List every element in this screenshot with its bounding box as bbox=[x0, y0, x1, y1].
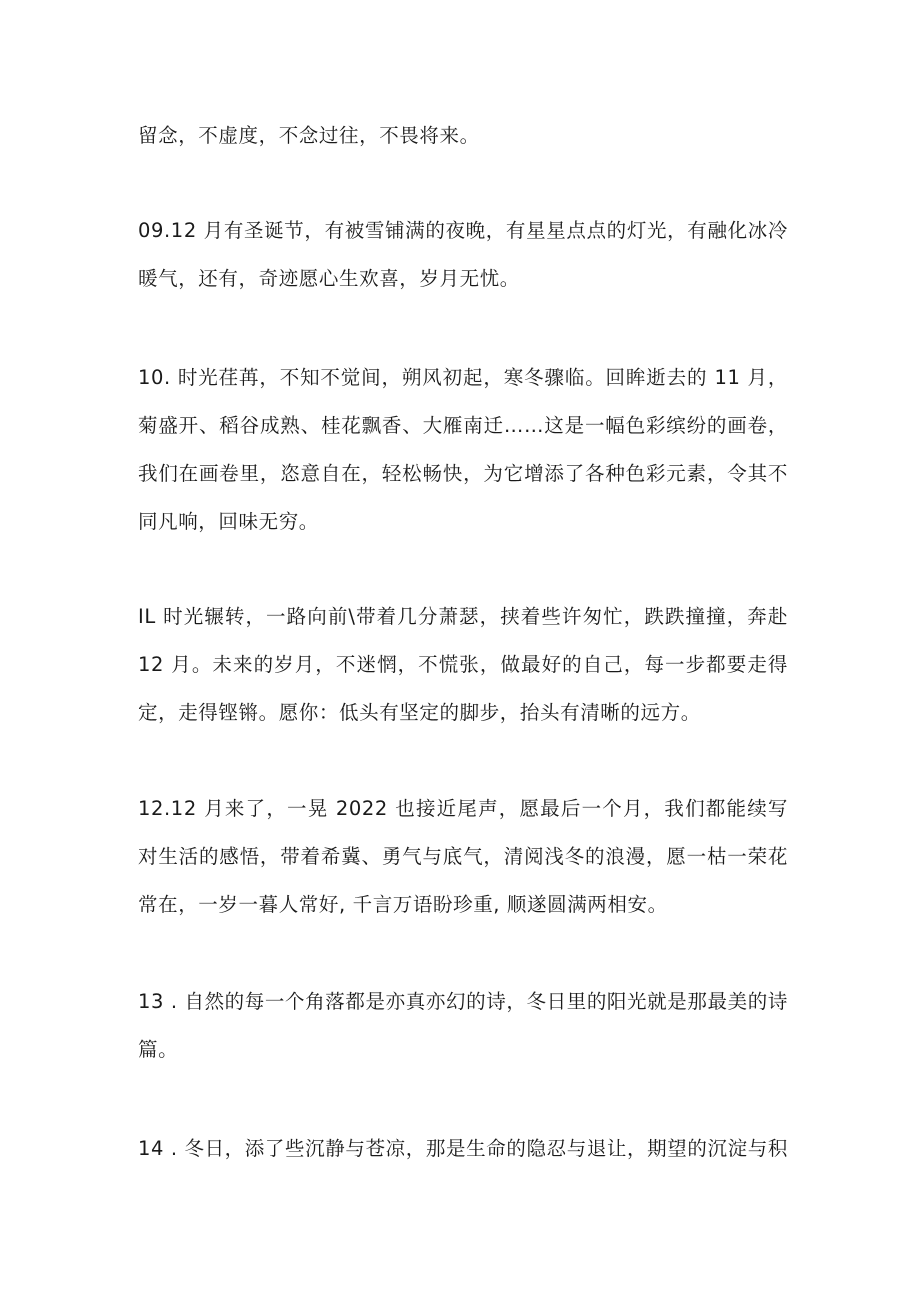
text-line: 14 . 冬日，添了些沉静与苍凉，那是生命的隐忍与退让，期望的沉淀与积 bbox=[138, 1137, 788, 1160]
text-line: 同凡响，回味无穷。 bbox=[138, 510, 319, 533]
paragraph-09 bbox=[138, 207, 788, 303]
text-line: 09.12 月有圣诞节，有被雪铺满的夜晚，有星星点点的灯光，有融化冰冷 bbox=[138, 219, 788, 242]
text-line: 定，走得铿锵。愿你：低头有坚定的脚步，抬头有清晰的远方。 bbox=[138, 701, 701, 724]
text-line: 10. 时光荏苒，不知不觉间，朔风初起，寒冬骤临。回眸逝去的 11 月， bbox=[138, 366, 788, 389]
text-line: IL 时光辗转，一路向前\带着几分萧瑟，挟着些许匆忙，跌跌撞撞，奔赴 bbox=[138, 605, 788, 628]
paragraph-13 bbox=[138, 978, 788, 1074]
text-line: 我们在画卷里，恣意自在，轻松畅快，为它增添了各种色彩元素，令其不 bbox=[138, 462, 788, 485]
paragraph-10 bbox=[138, 354, 788, 546]
text-line: 篇。 bbox=[138, 1038, 179, 1061]
text-line: 对生活的感悟，带着希冀、勇气与底气，清阅浅冬的浪漫，愿一枯一荣花 bbox=[138, 845, 788, 868]
text-line: 菊盛开、稻谷成熟、桂花飘香、大雁南迁……这是一幅色彩缤纷的画卷， bbox=[138, 414, 788, 437]
text-line: 留念，不虚度，不念过往，不畏将来。 bbox=[138, 124, 480, 147]
paragraph-11 bbox=[138, 593, 788, 737]
text-line: 常在，一岁一暮人常好, 千言万语盼珍重, 顺遂圆满两相安。 bbox=[138, 893, 668, 916]
paragraph-08-tail bbox=[138, 112, 788, 160]
text-line: 12 月。未来的岁月，不迷惘，不慌张，做最好的自己，每一步都要走得 bbox=[138, 653, 788, 676]
text-line: 13 . 自然的每一个角落都是亦真亦幻的诗，冬日里的阳光就是那最美的诗 bbox=[138, 990, 788, 1013]
text-line: 暖气，还有，奇迹愿心生欢喜，岁月无忧。 bbox=[138, 267, 520, 290]
paragraph-12 bbox=[138, 785, 788, 929]
paragraph-14 bbox=[138, 1125, 788, 1173]
text-line: 12.12 月来了，一晃 2022 也接近尾声，愿最后一个月，我们都能续写 bbox=[138, 797, 788, 820]
